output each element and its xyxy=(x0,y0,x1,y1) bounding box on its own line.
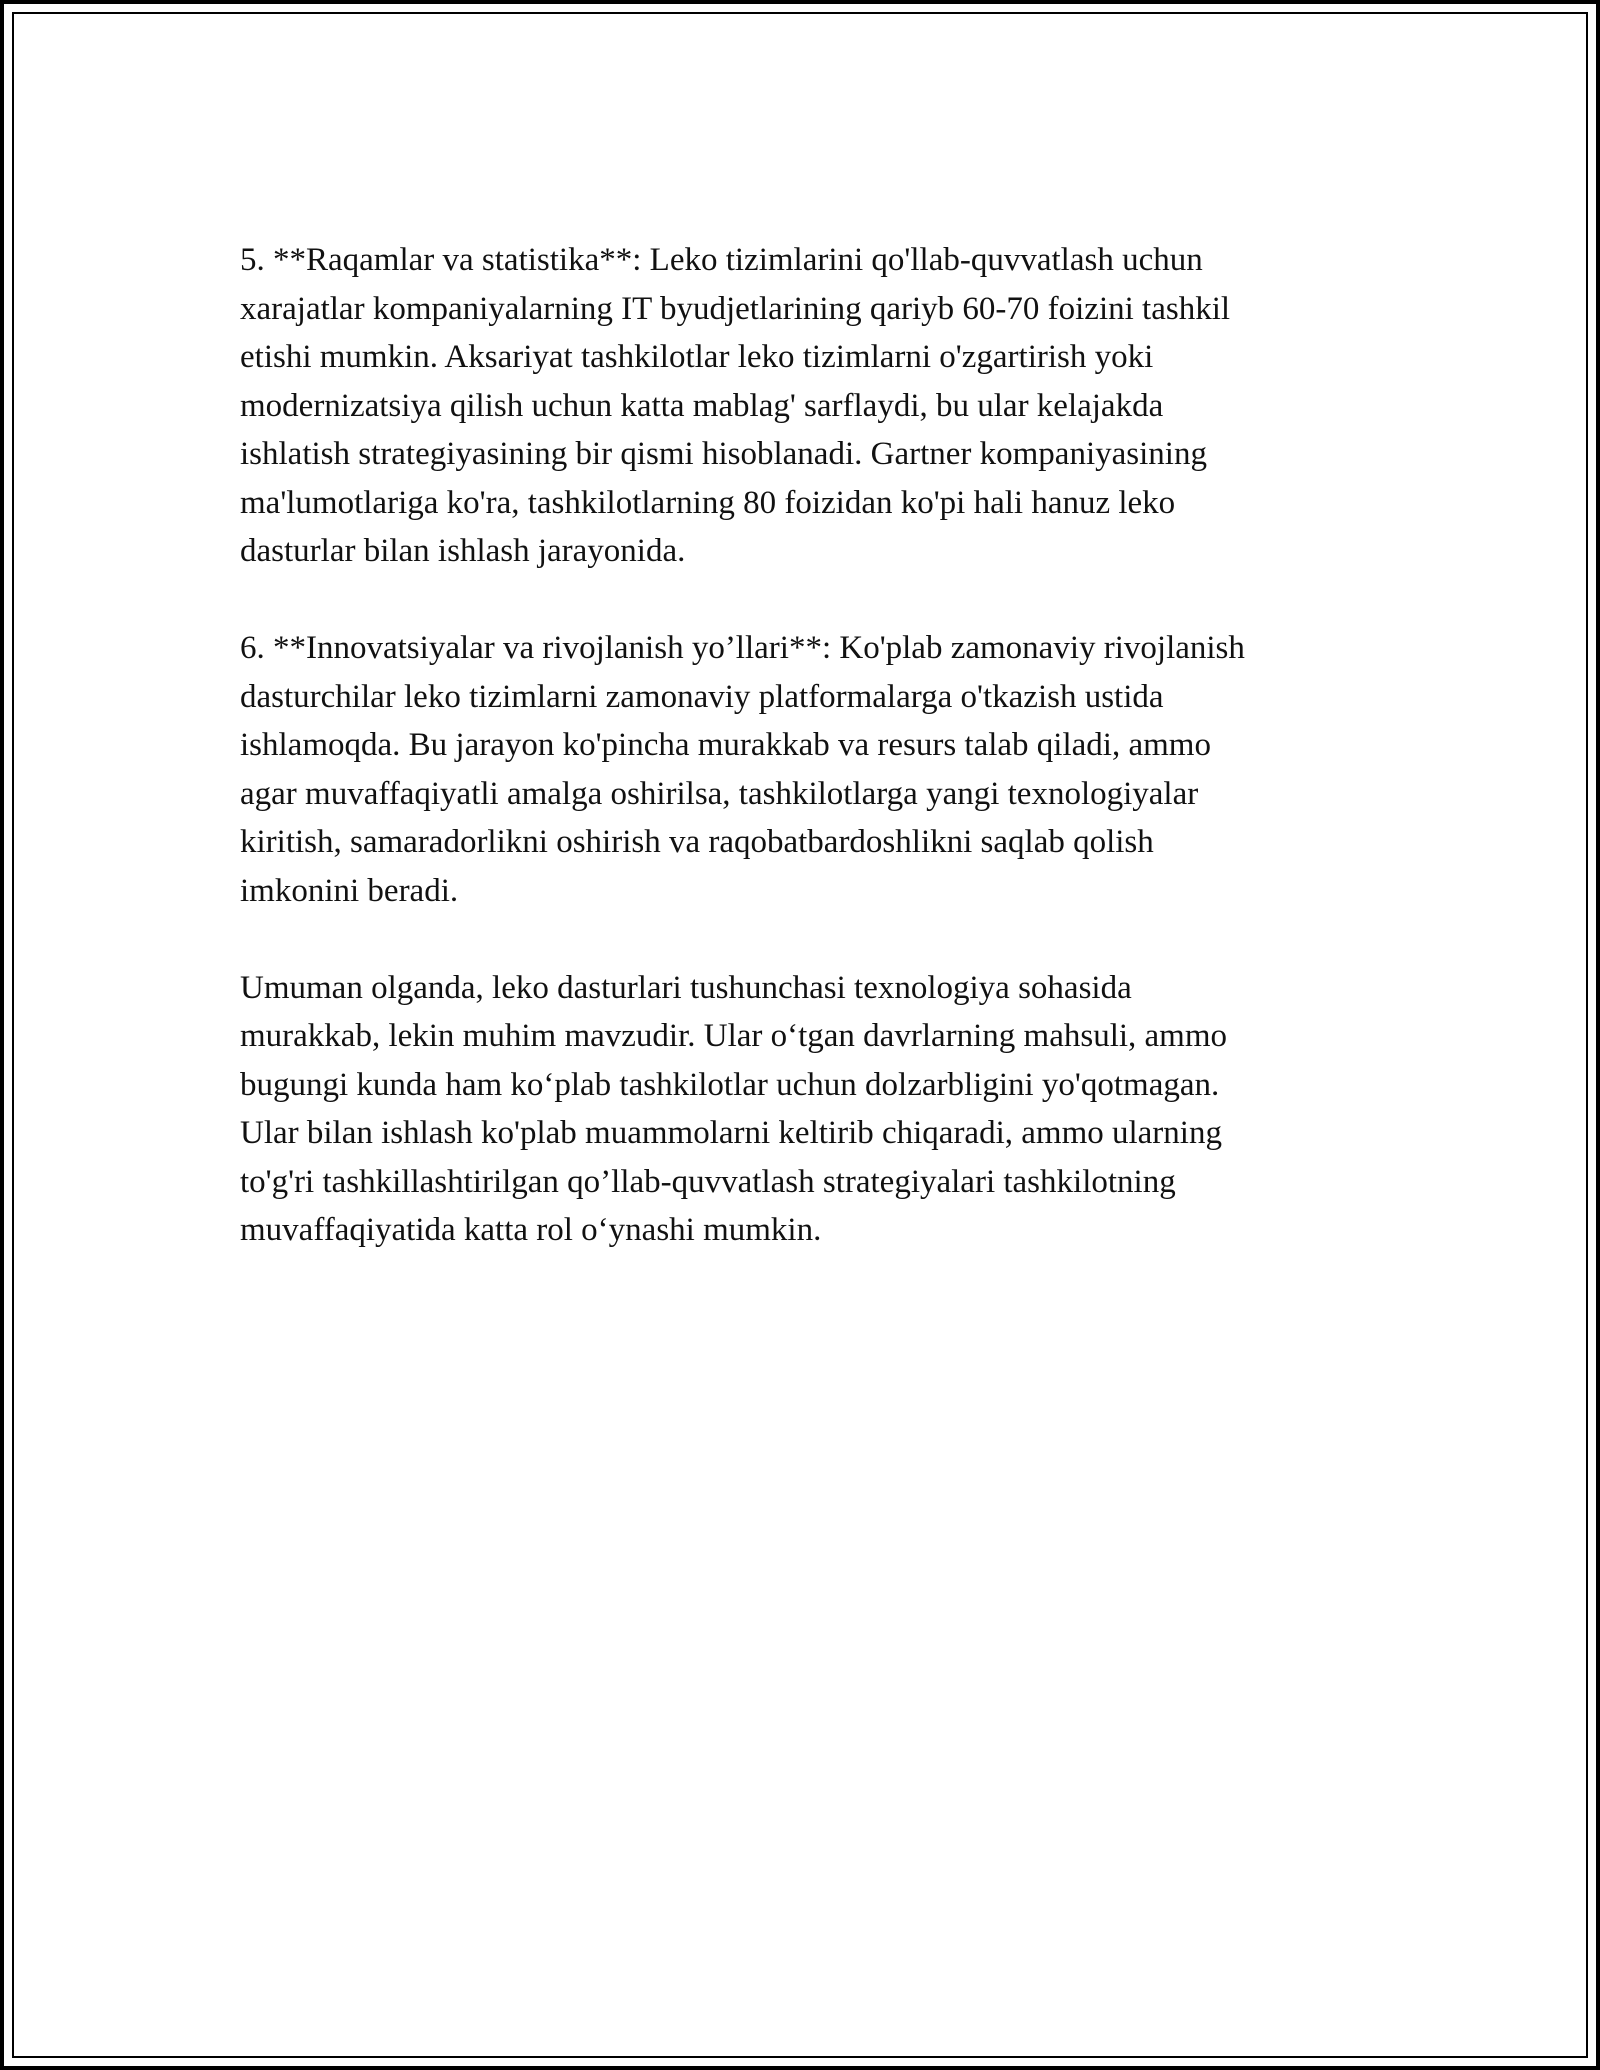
text-line: agar muvaffaqiyatli amalga oshirilsa, tashkilotlarga yangi texnologiyalar xyxy=(240,775,1199,812)
text-line: to'g'ri tashkillashtirilgan qo’llab-quvvatlash strategiyalari tashkilotning xyxy=(240,1163,1176,1200)
text-line: murakkab, lekin muhim mavzudir. Ular o‘tgan davrlarning mahsuli, ammo xyxy=(240,1018,1228,1054)
text-line: 6. **Innovatsiyalar va rivojlanish yo’llari**: Ko'plab zamonaviy rivojlanish xyxy=(240,630,1245,666)
text-line: dasturlar bilan ishlash jarayonida. xyxy=(240,533,686,569)
text-line: muvaffaqiyatida katta rol o‘ynashi mumkin. xyxy=(240,1212,822,1248)
text-line: bugungi kunda ham ko‘plab tashkilotlar uchun dolzarbligini yo'qotmagan. xyxy=(240,1066,1220,1103)
paragraph-innovations xyxy=(240,624,1420,915)
text-line: Ular bilan ishlash ko'plab muammolarni keltirib chiqaradi, ammo ularning xyxy=(240,1115,1222,1151)
paragraph-statistics xyxy=(240,236,1420,576)
text-line: 5. **Raqamlar va statistika**: Leko tizimlarini qo'llab-quvvatlash uchun xyxy=(240,242,1203,278)
text-line: xarajatlar kompaniyalarning IT byudjetlarining qariyb 60-70 foizini tashkil xyxy=(240,290,1231,327)
text-line: ishlatish strategiyasining bir qismi hisoblanadi. Gartner kompaniyasining xyxy=(240,436,1207,472)
document-body xyxy=(240,236,1420,1303)
text-line: ishlamoqda. Bu jarayon ko'pincha murakkab va resurs talab qiladi, ammo xyxy=(240,727,1211,763)
text-line: kiritish, samaradorlikni oshirish va raqobatbardoshlikni saqlab qolish xyxy=(240,824,1154,860)
text-line: Umuman olganda, leko dasturlari tushunchasi texnologiya sohasida xyxy=(240,969,1132,1006)
text-line: ma'lumotlariga ko'ra, tashkilotlarning 80 foizidan ko'pi hali hanuz leko xyxy=(240,484,1176,521)
text-line: imkonini beradi. xyxy=(240,872,459,909)
text-line: modernizatsiya qilish uchun katta mablag' sarflaydi, bu ular kelajakda xyxy=(240,387,1164,424)
text-line: dasturchilar leko tizimlarni zamonaviy platformalarga o'tkazish ustida xyxy=(240,678,1164,715)
text-line: etishi mumkin. Aksariyat tashkilotlar leko tizimlarni o'zgartirish yoki xyxy=(240,339,1154,375)
paragraph-conclusion xyxy=(240,964,1420,1255)
